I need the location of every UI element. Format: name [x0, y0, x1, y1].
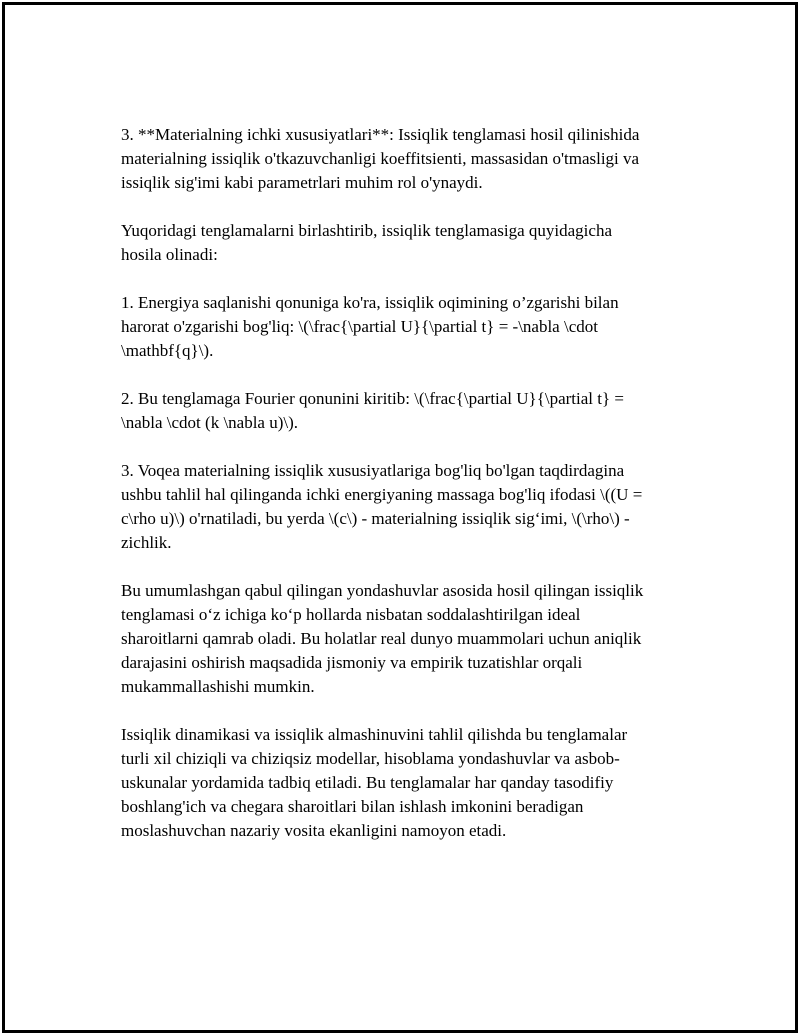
paragraph-step-energy-conservation: 1. Energiya saqlanishi qonuniga ko'ra, issiqlik oqimining o’zgarishi bilan harorat o'zgarishi bog'liq: \(\frac{\partial U}{\partial t} = -\nabla \cdot \mathbf{q}\).	[121, 293, 619, 360]
paragraph-intro-derivation: Yuqoridagi tenglamalarni birlashtirib, issiqlik tenglamasiga quyidagicha hosila olinadi:	[121, 221, 612, 264]
page-frame	[2, 2, 798, 1033]
paragraph-step-internal-energy: 3. Voqea materialning issiqlik xususiyatlariga bog'liq bo'lgan taqdirdagina ushbu tahlil hal qilinganda ichki energiyaning massaga bog'liq ifodasi \((U = c\rho u)\) o'rnatiladi, bu yerda \(c\) - materialning issiqlik sig‘imi, \(\rho\) - zichlik.	[121, 461, 643, 552]
document-body	[121, 123, 701, 867]
paragraph-conclusion: Issiqlik dinamikasi va issiqlik almashinuvini tahlil qilishda bu tenglamalar turli xil chiziqli va chiziqsiz modellar, hisoblama yondashuvlar va asbob- uskunalar yordamida tadbiq etiladi. Bu tenglamalar har qanday tasodifiy boshlang'ich va chegara sharoitlari bilan ishlash imkonini beradigan moslashuvchan nazariy vosita ekanligini namoyon etadi.	[121, 725, 628, 840]
paragraph-step-fourier-law: 2. Bu tenglamaga Fourier qonunini kiritib: \(\frac{\partial U}{\partial t} = \nabla \cdot (k \nabla u)\).	[121, 389, 624, 432]
paragraph-generalization: Bu umumlashgan qabul qilingan yondashuvlar asosida hosil qilingan issiqlik tenglamasi o‘z ichiga ko‘p hollarda nisbatan soddalashtirilgan ideal sharoitlarni qamrab oladi. Bu holatlar real dunyo muammolari uchun aniqlik darajasini oshirish maqsadida jismoniy va empirik tuzatishlar orqali mukammallashishi mumkin.	[121, 581, 644, 696]
paragraph-material-properties: 3. **Materialning ichki xususiyatlari**: Issiqlik tenglamasi hosil qilinishida materialning issiqlik o'tkazuvchanligi koeffitsienti, massasidan o'tmasligi va issiqlik sig'imi kabi parametrlari muhim rol o'ynaydi.	[121, 125, 640, 192]
